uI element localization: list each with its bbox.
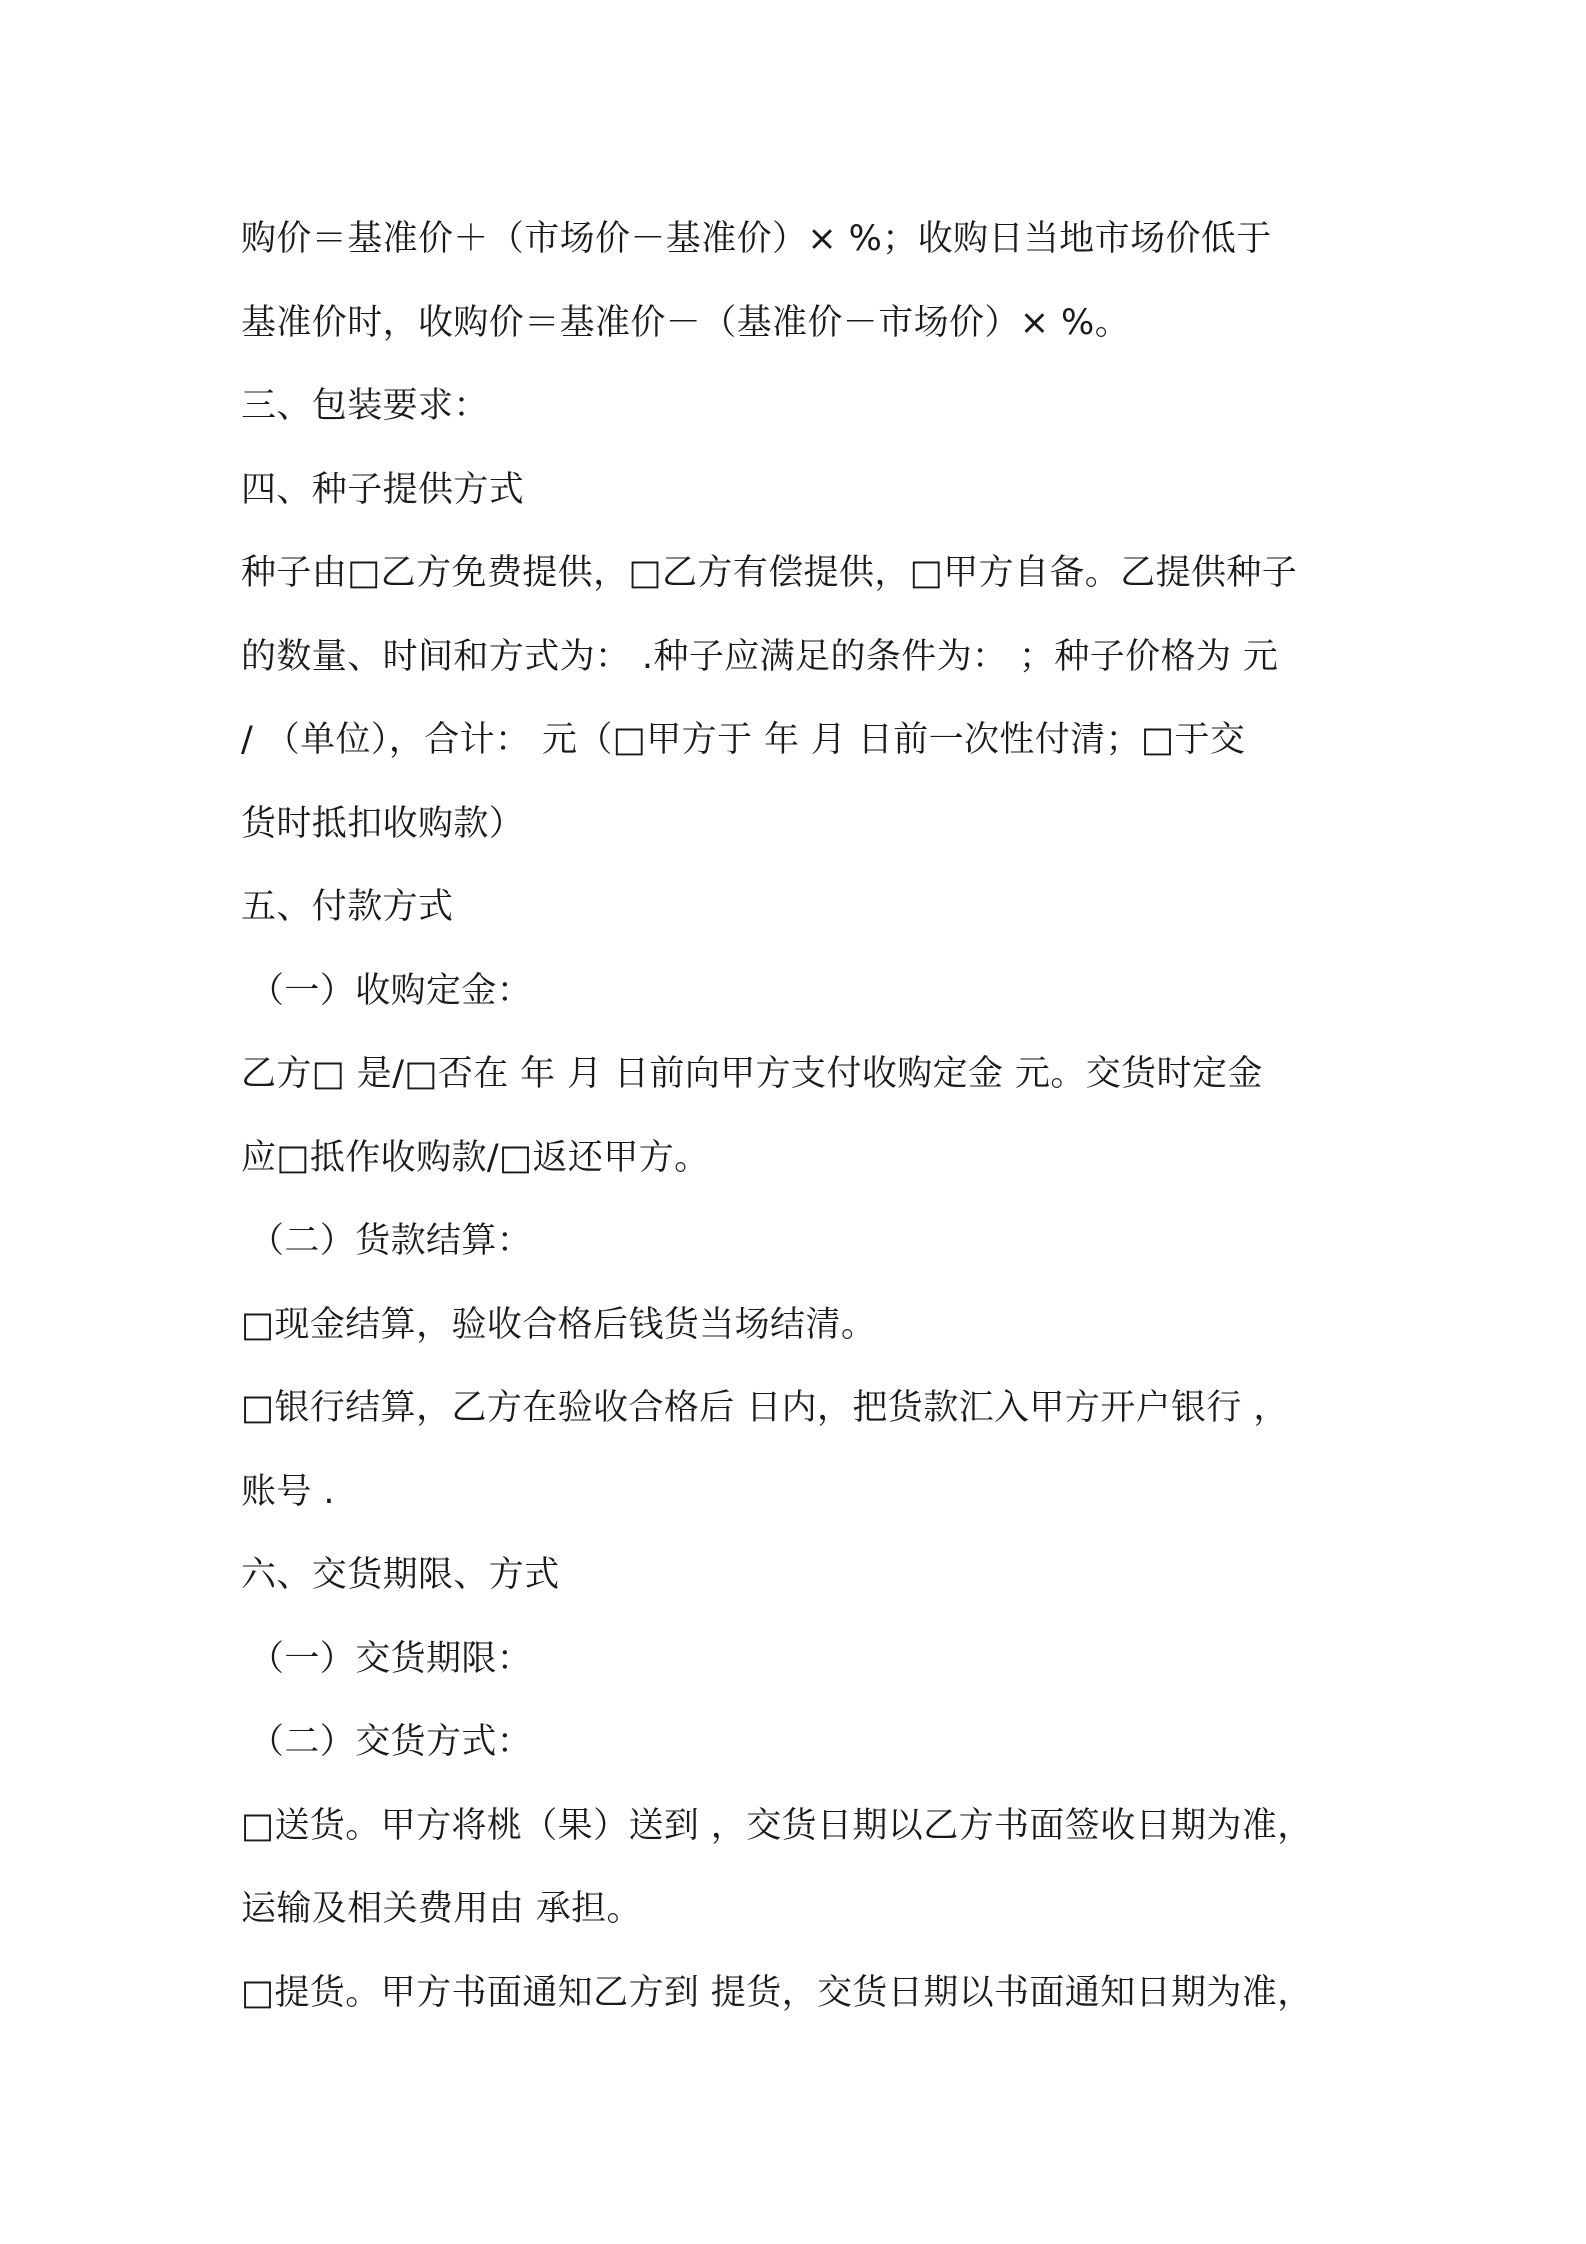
deposit-line-1: 乙方□ 是/□否在 年 月 日前向甲方支付收购定金 元。交货时定金 bbox=[241, 1054, 1263, 1094]
section-3-heading: 三、包装要求： bbox=[241, 386, 489, 426]
subsection-deposit-heading: （一）收购定金： bbox=[249, 970, 533, 1011]
seed-provision-line-4: 货时抵扣收购款） bbox=[241, 803, 525, 844]
seed-provision-line-1: 种子由□乙方免费提供，□乙方有偿提供，□甲方自备。乙提供种子 bbox=[241, 553, 1298, 593]
section-6-heading: 六、交货期限、方式 bbox=[241, 1555, 560, 1595]
price-formula-line-1: 购价＝基准价＋（市场价－基准价）× %；收购日当地市场价低于 bbox=[241, 219, 1272, 259]
cash-settlement-line: □现金结算，验收合格后钱货当场结清。 bbox=[241, 1304, 877, 1345]
section-4-heading: 四、种子提供方式 bbox=[241, 469, 525, 510]
document-body bbox=[241, 198, 1361, 2035]
pickup-option-line: □提货。甲方书面通知乙方到 提货，交货日期以书面通知日期为准， bbox=[241, 1972, 1313, 2013]
bank-settlement-line-1: □银行结算，乙方在验收合格后 日内，把货款汇入甲方开户银行 ， bbox=[241, 1388, 1289, 1428]
subsection-delivery-deadline: （一）交货期限： bbox=[249, 1638, 533, 1679]
seed-provision-line-2: 的数量、时间和方式为： .种子应满足的条件为： ；种子价格为 元 bbox=[241, 636, 1279, 677]
subsection-delivery-method: （二）交货方式： bbox=[249, 1722, 533, 1762]
seed-provision-line-3: / （单位），合计： 元（□甲方于 年 月 日前一次性付清；□于交 bbox=[241, 720, 1246, 760]
delivery-option-line-2: 运输及相关费用由 承担。 bbox=[241, 1889, 642, 1929]
bank-settlement-line-2: 账号 . bbox=[241, 1471, 335, 1512]
price-formula-line-2: 基准价时，收购价＝基准价－（基准价－市场价）× %。 bbox=[241, 302, 1131, 343]
delivery-option-line-1: □送货。甲方将桃（果）送到 ，交货日期以乙方书面签收日期为准， bbox=[241, 1805, 1313, 1846]
section-5-heading: 五、付款方式 bbox=[241, 887, 454, 927]
subsection-settlement-heading: （二）货款结算： bbox=[249, 1221, 533, 1261]
deposit-line-2: 应□抵作收购款/□返还甲方。 bbox=[241, 1137, 710, 1178]
